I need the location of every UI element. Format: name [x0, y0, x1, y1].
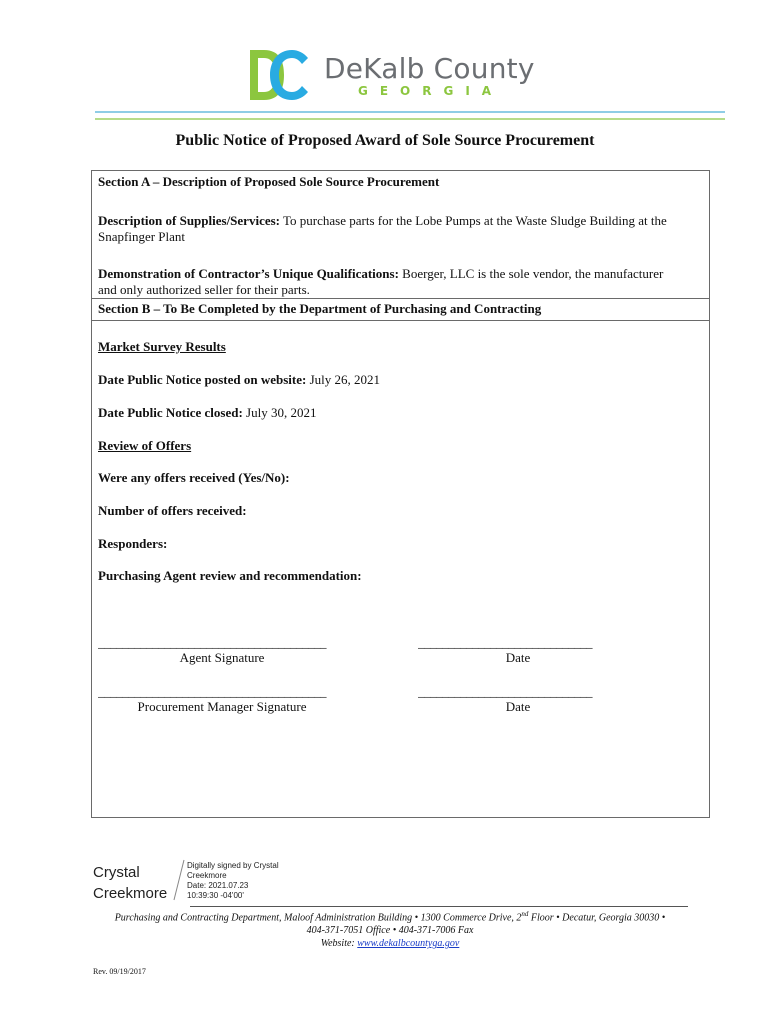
number-of-offers-field: Number of offers received:	[98, 503, 247, 518]
supplies-value-line2: Snapfinger Plant	[98, 229, 186, 244]
qualifications	[98, 266, 708, 298]
digital-signature-info-line1: Digitally signed by Crystal	[187, 861, 279, 870]
agent-date-label: Date	[505, 650, 531, 665]
posted-date-value: July 26, 2021	[309, 372, 381, 387]
supplies-value-line1: To purchase parts for the Lobe Pumps at the Waste Sludge Building at the	[283, 213, 667, 228]
footer-line2: 404-371-7051 Office • 404-371-7006 Fax	[306, 925, 474, 937]
section-divider-bottom	[91, 320, 710, 321]
logo-subtitle: GEORGIA	[358, 84, 504, 98]
closed-date-row	[98, 405, 316, 421]
footer-line1-main: Purchasing and Contracting Department, Maloof Administration Building • 1300 Commerce Drive, 2	[114, 912, 522, 924]
supplies-description	[98, 213, 708, 245]
footer-line3	[60, 937, 720, 950]
agent-date-line: _____________________________	[418, 635, 592, 650]
page-title: Public Notice of Proposed Award of Sole Source Procurement	[175, 132, 595, 149]
signature-slash-icon	[172, 858, 186, 902]
agent-signature-line: ______________________________________	[98, 635, 326, 650]
posted-date-label: Date Public Notice posted on website:	[98, 372, 307, 387]
posted-date-row	[98, 372, 380, 388]
closed-date-value: July 30, 2021	[246, 405, 317, 420]
qualifications-value-line2: and only authorized seller for their parts.	[98, 282, 310, 297]
section-b-heading: Section B – To Be Completed by the Department of Purchasing and Contracting	[98, 301, 542, 316]
footer-rule	[190, 906, 688, 907]
footer-address	[60, 908, 720, 950]
review-offers-heading: Review of Offers	[98, 438, 192, 453]
footer-line1-sup: nd	[521, 910, 529, 918]
logo-name: DeKalb County	[324, 52, 535, 85]
footer-line1	[60, 908, 720, 924]
supplies-label: Description of Supplies/Services:	[98, 213, 280, 228]
offers-received-field: Were any offers received (Yes/No):	[98, 470, 290, 485]
qualifications-value-line1: Boerger, LLC is the sole vendor, the manufacturer	[402, 266, 664, 281]
section-a-heading: Section A – Description of Proposed Sole Source Procurement	[98, 174, 440, 189]
digital-signature-info	[187, 861, 297, 901]
manager-signature-line: ______________________________________	[98, 684, 326, 699]
section-divider-top	[91, 298, 710, 299]
manager-signature-label: Procurement Manager Signature	[137, 699, 307, 714]
digital-signature-name-line1: Crystal	[93, 864, 140, 881]
website-link[interactable]: www.dekalbcountyga.gov	[357, 938, 460, 950]
header-rule-blue	[95, 111, 725, 113]
header-rule-green	[95, 118, 725, 120]
digital-signature-info-line4: 10:39:30 -04'00'	[187, 891, 244, 900]
closed-date-label: Date Public Notice closed:	[98, 405, 243, 420]
agent-signature-label: Agent Signature	[179, 650, 265, 665]
digital-signature-info-line2: Creekmore	[187, 871, 227, 880]
agent-review-field: Purchasing Agent review and recommendation:	[98, 568, 362, 583]
responders-field: Responders:	[98, 536, 168, 551]
website-label: Website:	[320, 938, 355, 950]
revision-date: Rev. 09/19/2017	[93, 967, 146, 976]
manager-date-line: _____________________________	[418, 684, 592, 699]
digital-signature-name	[93, 862, 167, 904]
manager-date-label: Date	[505, 699, 531, 714]
dekalb-logo-icon	[248, 48, 310, 102]
qualifications-label: Demonstration of Contractor’s Unique Qualifications:	[98, 266, 399, 281]
digital-signature-info-line3: Date: 2021.07.23	[187, 881, 249, 890]
digital-signature-name-line2: Creekmore	[93, 885, 168, 902]
footer-line1-end: Floor • Decatur, Georgia 30030 •	[528, 912, 666, 924]
market-survey-heading: Market Survey Results	[98, 339, 226, 354]
